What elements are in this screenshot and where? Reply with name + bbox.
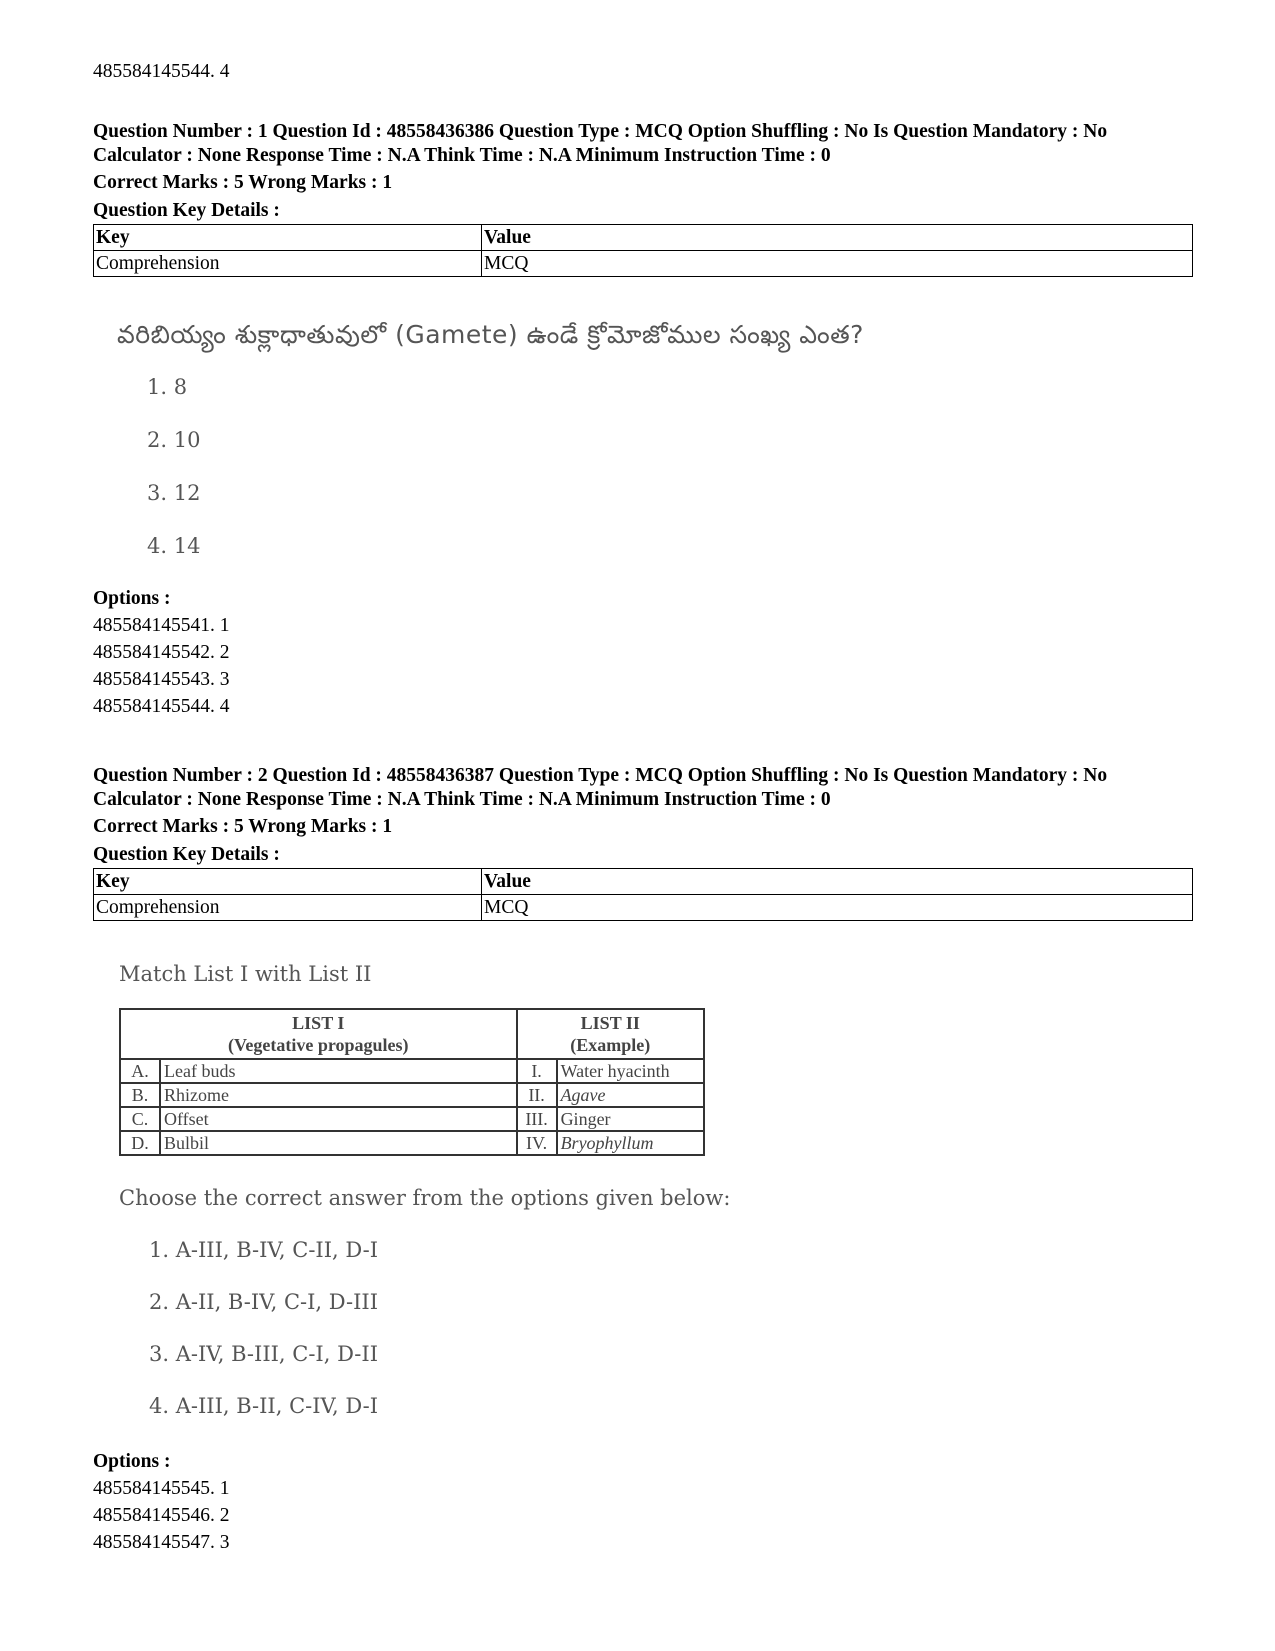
instruction-text: Choose the correct answer from the options given below: <box>119 1186 731 1210</box>
match-row <box>120 1107 704 1131</box>
list-1-letter: C. <box>120 1107 160 1131</box>
list-1-letter: D. <box>120 1131 160 1155</box>
question-meta-line-2: Calculator : None Response Time : N.A Think Time : N.A Minimum Instruction Time : 0 <box>93 789 831 810</box>
match-row <box>120 1131 704 1155</box>
key-cell: Comprehension <box>94 895 482 921</box>
question-marks: Correct Marks : 5 Wrong Marks : 1 <box>93 816 393 837</box>
list-2-title: LIST II <box>580 1013 640 1033</box>
question-marks: Correct Marks : 5 Wrong Marks : 1 <box>93 172 393 193</box>
choice-4: 4. 14 <box>147 534 201 558</box>
option-item: 485584145545. 1 <box>93 1478 230 1499</box>
option-item: 485584145546. 2 <box>93 1505 230 1526</box>
question-2-options <box>93 1448 230 1556</box>
options-label: Options : <box>93 1451 171 1472</box>
list-1-header <box>120 1009 517 1059</box>
question-2-image <box>119 962 919 1432</box>
key-header: Key <box>94 869 482 895</box>
list-1-letter: A. <box>120 1059 160 1083</box>
match-row <box>120 1083 704 1107</box>
option-item: 485584145543. 3 <box>93 669 230 690</box>
list-2-example: Agave <box>557 1083 704 1107</box>
option-item: 485584145547. 3 <box>93 1532 230 1553</box>
key-cell: Comprehension <box>94 251 482 277</box>
list-1-item: Leaf buds <box>160 1059 517 1083</box>
match-table <box>119 1008 705 1156</box>
choice-1: 1. A-III, B-IV, C-II, D-I <box>149 1238 378 1262</box>
choice-3: 3. 12 <box>147 481 201 505</box>
option-item: 485584145542. 2 <box>93 642 230 663</box>
list-1-item: Bulbil <box>160 1131 517 1155</box>
choice-3: 3. A-IV, B-III, C-I, D-II <box>149 1342 378 1366</box>
question-key-table <box>93 224 1193 277</box>
list-2-numeral: II. <box>517 1083 557 1107</box>
list-2-numeral: III. <box>517 1107 557 1131</box>
question-key-details-label: Question Key Details : <box>93 844 280 865</box>
key-header: Key <box>94 225 482 251</box>
carryover-option: 485584145544. 4 <box>93 61 230 82</box>
list-2-numeral: IV. <box>517 1131 557 1155</box>
value-cell: MCQ <box>482 895 1193 921</box>
question-key-details-label: Question Key Details : <box>93 200 280 221</box>
value-cell: MCQ <box>482 251 1193 277</box>
value-header: Value <box>482 869 1193 895</box>
question-meta-line-2: Calculator : None Response Time : N.A Think Time : N.A Minimum Instruction Time : 0 <box>93 145 831 166</box>
list-2-header <box>517 1009 704 1059</box>
list-2-example: Water hyacinth <box>557 1059 704 1083</box>
list-2-subtitle: (Example) <box>570 1035 651 1055</box>
question-1-block <box>93 120 1193 277</box>
choice-2: 2. 10 <box>147 428 201 452</box>
question-1-options <box>93 585 230 720</box>
options-label: Options : <box>93 588 171 609</box>
question-key-table <box>93 868 1193 921</box>
value-header: Value <box>482 225 1193 251</box>
question-1-image <box>117 320 1017 570</box>
option-item: 485584145541. 1 <box>93 615 230 636</box>
list-2-example: Bryophyllum <box>557 1131 704 1155</box>
question-text: Match List I with List II <box>119 962 372 986</box>
question-2-block <box>93 764 1193 921</box>
question-meta-line-1: Question Number : 1 Question Id : 48558436386 Question Type : MCQ Option Shuffling : No Is Question Mandatory : No <box>93 121 1108 142</box>
list-2-numeral: I. <box>517 1059 557 1083</box>
option-item: 485584145544. 4 <box>93 696 230 717</box>
question-text: వరిబియ్యం శుక్లాధాతువులో (Gamete) ఉండే క్రోమోజోముల సంఖ్య ఎంత? <box>117 320 864 349</box>
list-1-subtitle: (Vegetative propagules) <box>228 1035 409 1055</box>
list-1-item: Offset <box>160 1107 517 1131</box>
match-row <box>120 1059 704 1083</box>
list-1-title: LIST I <box>292 1013 345 1033</box>
choice-1: 1. 8 <box>147 375 188 399</box>
list-1-item: Rhizome <box>160 1083 517 1107</box>
question-meta-line-1: Question Number : 2 Question Id : 48558436387 Question Type : MCQ Option Shuffling : No Is Question Mandatory : No <box>93 765 1108 786</box>
list-1-letter: B. <box>120 1083 160 1107</box>
list-2-example: Ginger <box>557 1107 704 1131</box>
choice-4: 4. A-III, B-II, C-IV, D-I <box>149 1394 378 1418</box>
choice-2: 2. A-II, B-IV, C-I, D-III <box>149 1290 378 1314</box>
